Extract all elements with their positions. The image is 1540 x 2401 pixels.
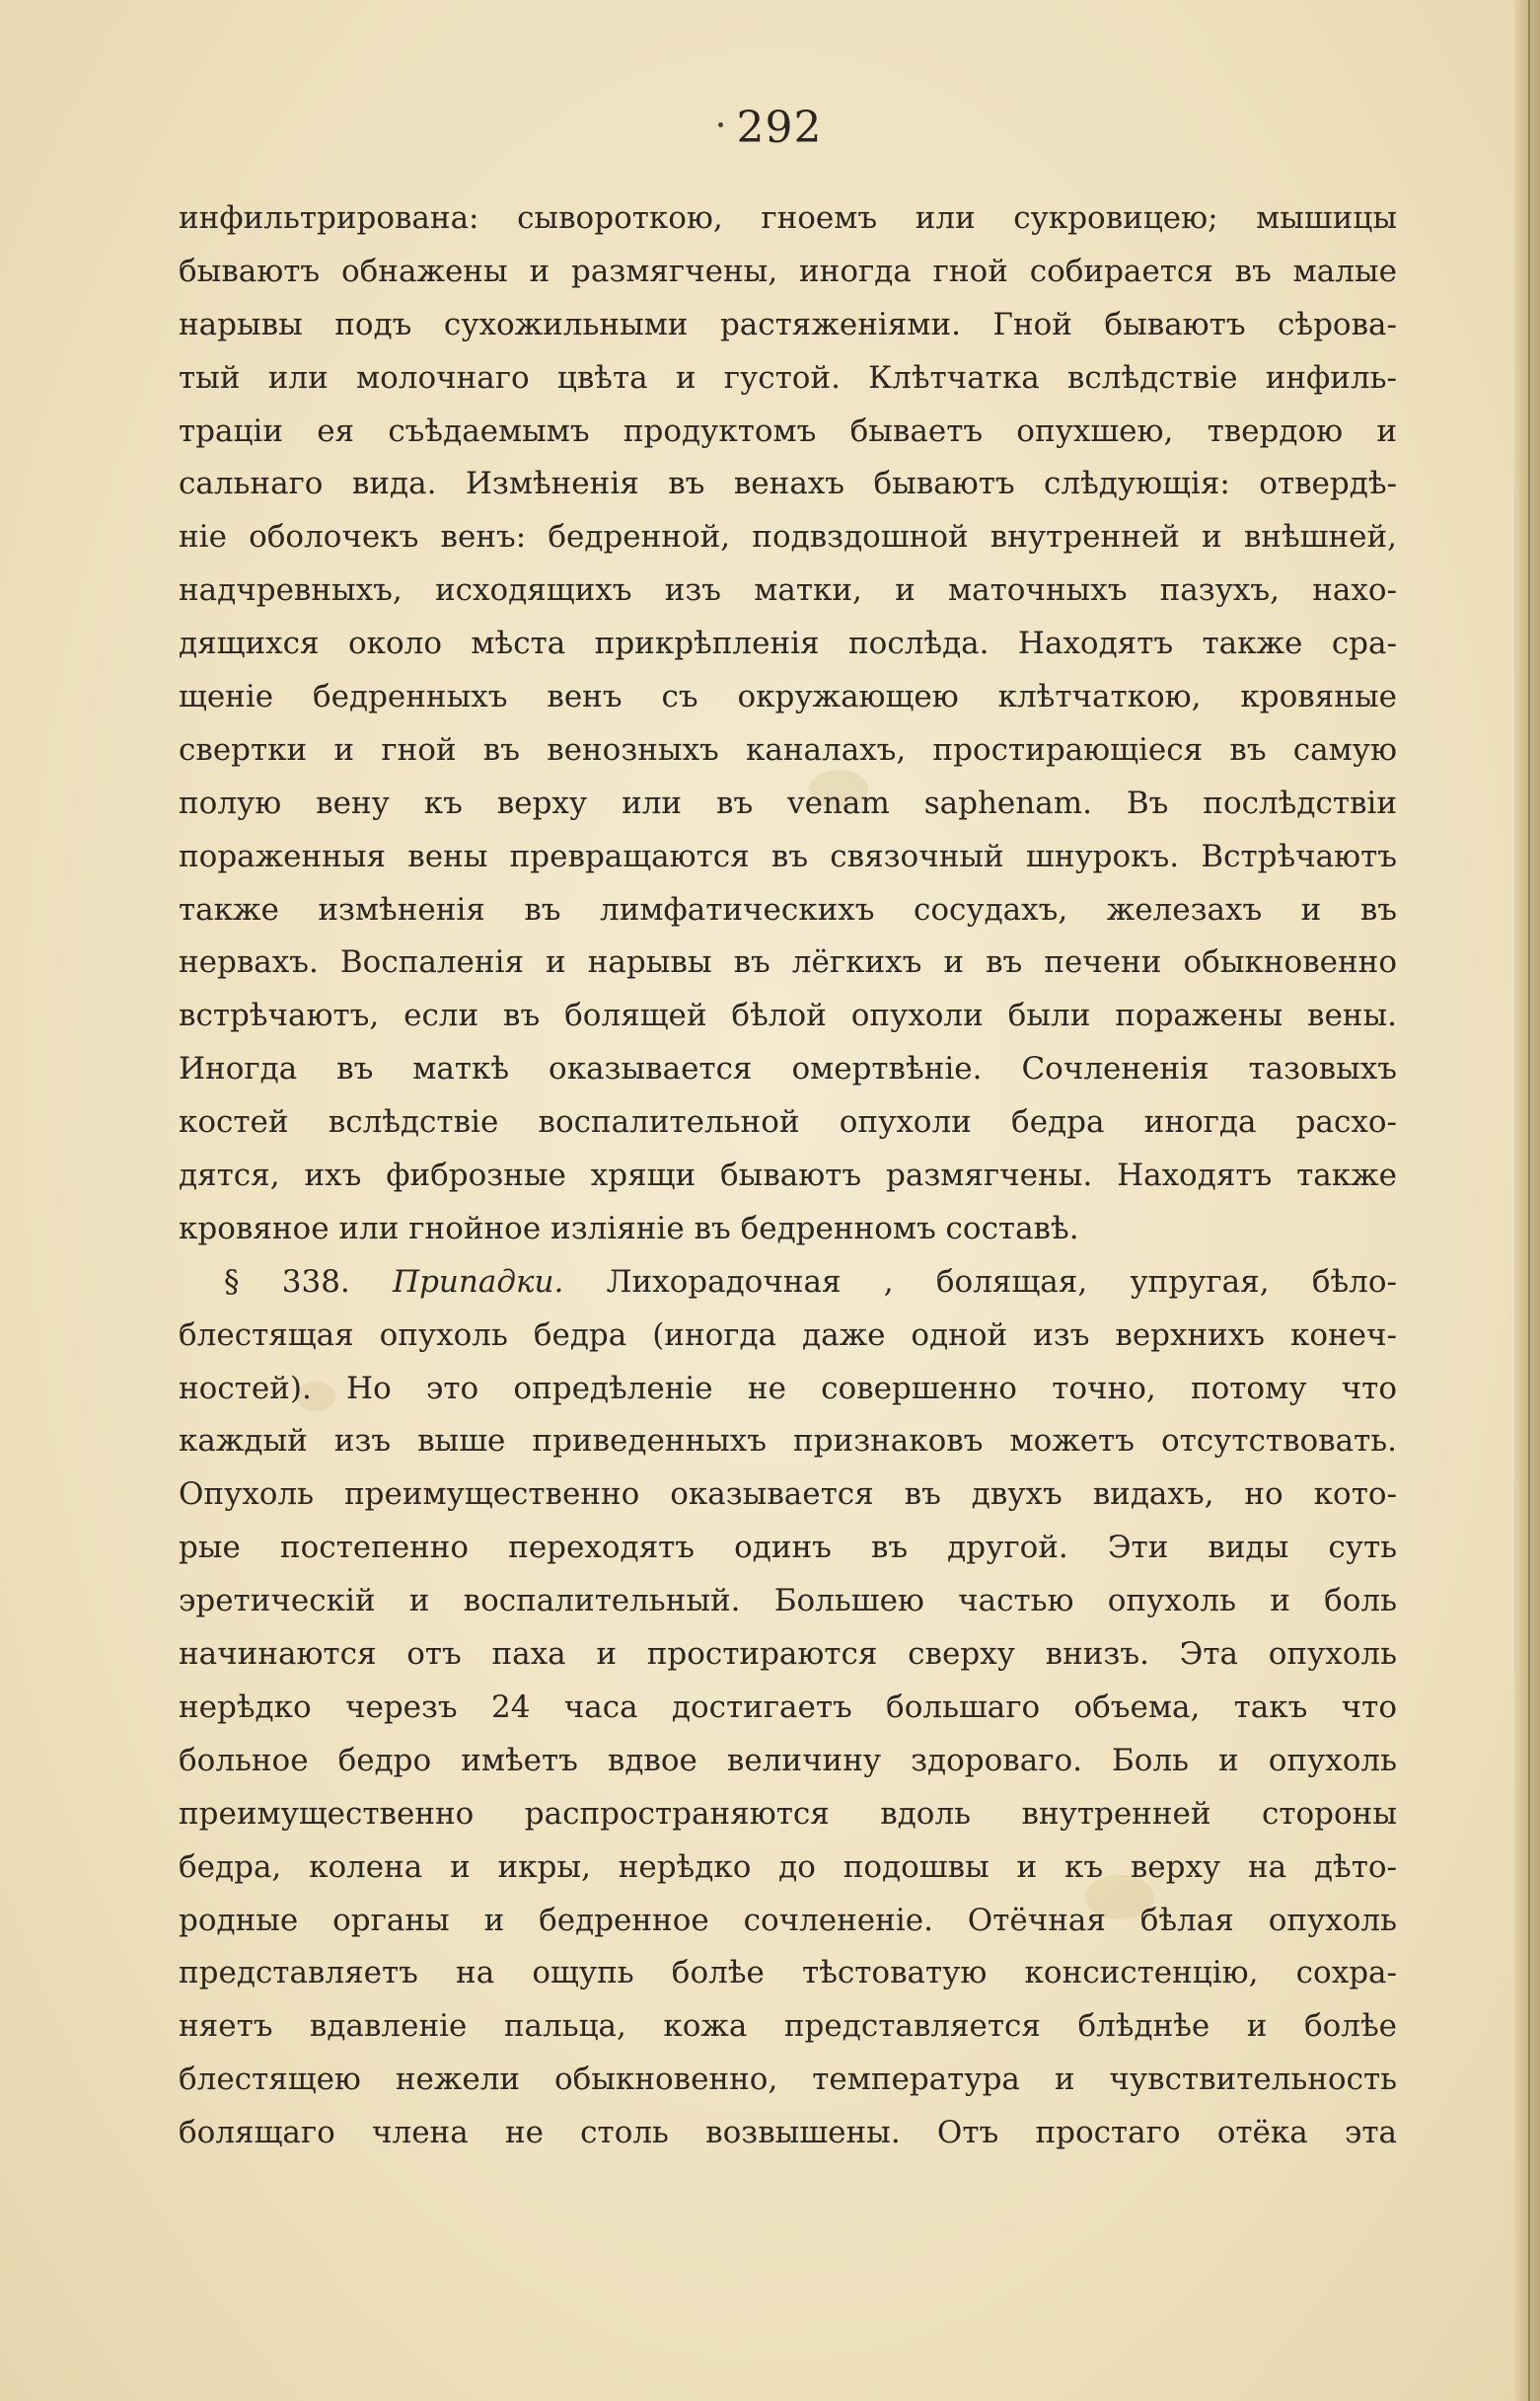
line-text: блестящая опухоль бедра (иногда даже одной изъ верхнихъ конеч-: [179, 1316, 1397, 1353]
page-edge: [1514, 0, 1540, 2401]
text-line: [179, 511, 1397, 564]
line-text: также измѣненія въ лимфатическихъ сосудахъ, железахъ и въ: [179, 891, 1397, 928]
text-line: [179, 778, 1397, 831]
line-text: родные органы и бедренное сочлененіе. Отёчная бѣлая опухоль: [179, 1902, 1397, 1938]
line-text: нерѣдко черезъ 24 часа достигаетъ большаго объема, такъ что: [179, 1688, 1397, 1725]
text-line: [179, 1628, 1397, 1682]
body-text: [179, 192, 1397, 2160]
line-text: начинаются отъ паха и простираются сверху внизъ. Эта опухоль: [179, 1636, 1397, 1673]
text-line: [179, 831, 1397, 884]
text-line: [179, 458, 1397, 511]
line-text: траціи ея съѣдаемымъ продуктомъ бываетъ опухшею, твердою и: [179, 413, 1397, 449]
text-line: [179, 1096, 1397, 1150]
line-text: щеніе бедренныхъ венъ съ окружающею клѣтчаткою, кровяные: [179, 679, 1397, 715]
text-line: [179, 1682, 1397, 1735]
text-line: [179, 990, 1397, 1043]
section-heading: Припадки.: [393, 1263, 564, 1300]
section-number: § 338.: [224, 1263, 394, 1300]
text-line: [179, 1415, 1397, 1468]
line-text: надчревныхъ, исходящихъ изъ матки, и маточныхъ пазухъ, нахо-: [179, 572, 1397, 609]
line-text: представляетъ на ощупь болѣе тѣстоватую консистенцію, сохра-: [179, 1955, 1397, 1991]
line-text: нервахъ. Воспаленія и нарывы въ лёгкихъ и въ печени обыкновенно: [179, 944, 1397, 981]
line-text: ностей). Но это опредѣленіе не совершенно точно, потому что: [179, 1370, 1397, 1406]
text-line: [179, 1575, 1397, 1628]
text-line: [179, 246, 1397, 299]
text-line: [179, 564, 1397, 618]
line-text: больное бедро имѣетъ вдвое величину здороваго. Боль и опухоль: [179, 1742, 1397, 1778]
line-text: эретическій и воспалительный. Большею частью опухоль и боль: [179, 1583, 1397, 1619]
text-line: [179, 1841, 1397, 1895]
text-line: [179, 299, 1397, 352]
text-line: [179, 1947, 1397, 2000]
text-line: [179, 1522, 1397, 1575]
line-text: костей вслѣдствіе воспалительной опухоли бедра иногда расхо-: [179, 1104, 1397, 1141]
line-text: рые постепенно переходятъ одинъ въ другой. Эти виды суть: [179, 1530, 1397, 1566]
line-text: блестящею нежели обыкновенно, температура и чувствительность: [179, 2062, 1397, 2098]
text-line: [179, 2054, 1397, 2107]
line-text: инфильтрирована: сывороткою, гноемъ или сукровицею; мышицы: [179, 200, 1397, 236]
text-line: [179, 1043, 1397, 1096]
line-text: Опухоль преимущественно оказывается въ двухъ видахъ, но кото-: [179, 1476, 1397, 1513]
text-line: [179, 884, 1397, 938]
text-line: [179, 1895, 1397, 1948]
text-line: [179, 1310, 1397, 1363]
text-line: [179, 1203, 1397, 1256]
text-line: [179, 671, 1397, 724]
line-text: болящаго члена не столь возвышены. Отъ простаго отёка эта: [179, 2115, 1397, 2151]
text-line: [179, 1150, 1397, 1203]
page-number-text: 292: [736, 103, 823, 153]
text-line: [179, 406, 1397, 459]
line-text: кровяное или гнойное изліяніе въ бедренномъ составѣ.: [179, 1210, 1079, 1246]
decorative-dot: [718, 122, 723, 127]
line-text: Иногда въ маткѣ оказывается омертвѣніе. Сочлененія тазовыхъ: [179, 1051, 1397, 1088]
line-text: дятся, ихъ фиброзные хрящи бываютъ размягчены. Находятъ также: [179, 1158, 1397, 1194]
text-line: [179, 1788, 1397, 1841]
text-line: [179, 1256, 1397, 1310]
line-text: Лихорадочная , болящая, упругая, бѣло-: [563, 1263, 1398, 1300]
line-text: пораженныя вены превращаются въ связочный шнурокъ. Встрѣчаютъ: [179, 838, 1397, 874]
line-text: бываютъ обнажены и размягчены, иногда гной собирается въ малые: [179, 253, 1397, 289]
text-line: [179, 192, 1397, 246]
page-edge-line: [1528, 0, 1530, 2401]
line-text: дящихся около мѣста прикрѣпленія послѣда. Находятъ также сра-: [179, 626, 1397, 662]
text-line: [179, 1735, 1397, 1788]
line-text: встрѣчаютъ, если въ болящей бѣлой опухоли были поражены вены.: [179, 998, 1397, 1034]
text-line: [179, 2107, 1397, 2160]
text-line: [179, 618, 1397, 671]
line-text: полую вену къ верху или въ venam saphenam. Въ послѣдствіи: [179, 785, 1397, 821]
text-line: [179, 1468, 1397, 1522]
line-text: тый или молочнаго цвѣта и густой. Клѣтчатка вслѣдствіе инфиль-: [179, 359, 1397, 396]
text-line: [179, 724, 1397, 778]
line-text: бедра, колена и икры, нерѣдко до подошвы и къ верху на дѣто-: [179, 1848, 1397, 1885]
text-line: [179, 1363, 1397, 1416]
line-text: каждый изъ выше приведенныхъ признаковъ можетъ отсутствовать.: [179, 1423, 1397, 1460]
line-text: свертки и гной въ венозныхъ каналахъ, простирающіеся въ самую: [179, 731, 1397, 768]
page-number: [0, 103, 1540, 153]
text-line: [179, 2000, 1397, 2054]
text-line: [179, 937, 1397, 990]
line-text: сальнаго вида. Измѣненія въ венахъ бываютъ слѣдующія: отвердѣ-: [179, 466, 1397, 502]
text-line: [179, 352, 1397, 406]
line-text: ніе оболочекъ венъ: бедренной, подвздошной внутренней и внѣшней,: [179, 519, 1397, 556]
line-text: преимущественно распространяются вдоль внутренней стороны: [179, 1795, 1397, 1832]
line-text: няетъ вдавленіе пальца, кожа представляется блѣднѣе и болѣе: [179, 2008, 1397, 2045]
line-text: нарывы подъ сухожильными растяженіями. Гной бываютъ сѣрова-: [179, 306, 1397, 342]
